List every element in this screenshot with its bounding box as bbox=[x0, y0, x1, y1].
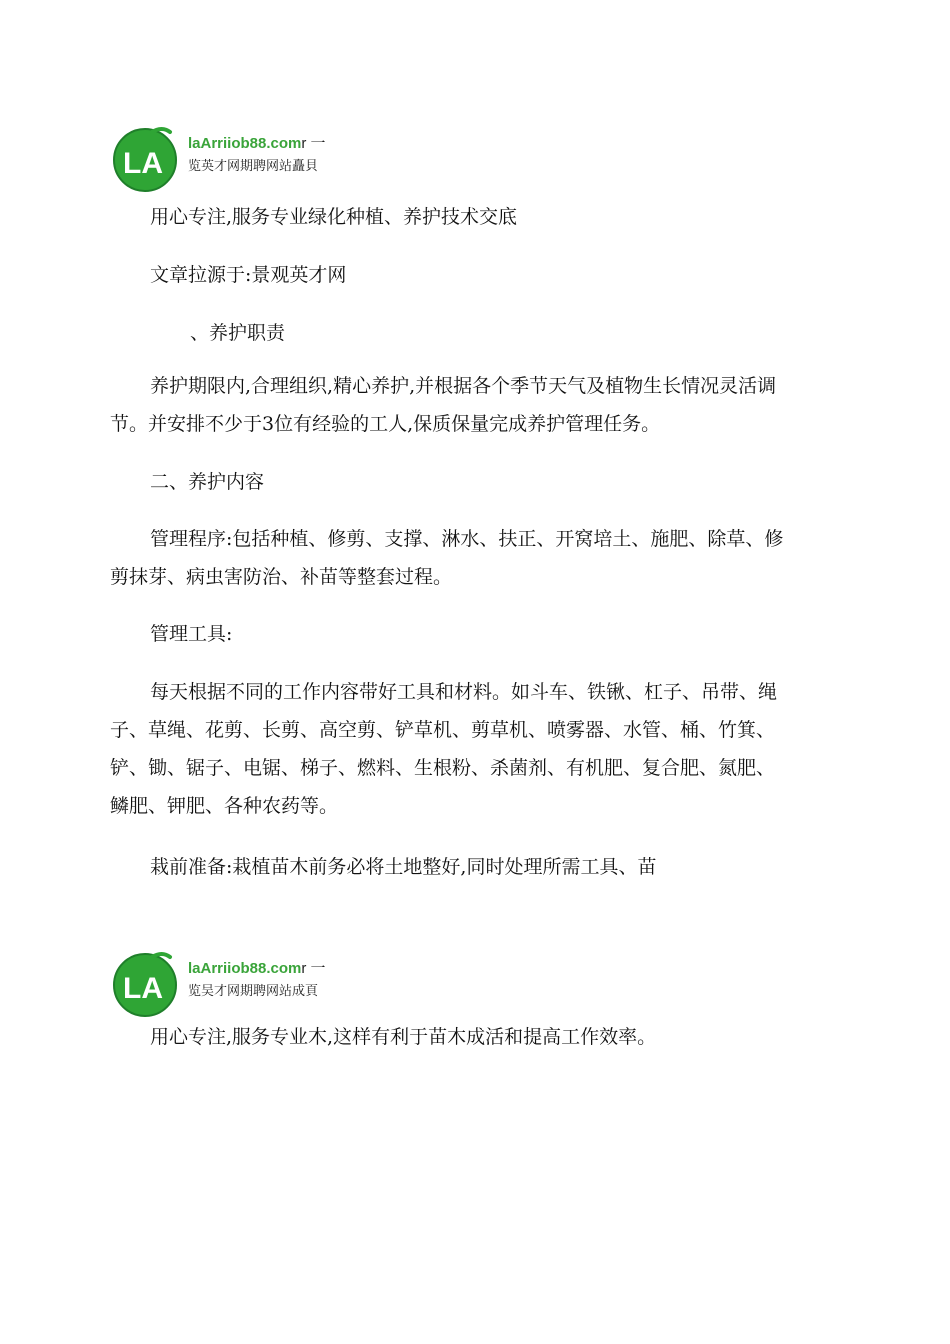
paragraph-title: 用心专注,服务专业绿化种植、养护技术交底 bbox=[150, 206, 518, 228]
site-url[interactable]: laArriiob88.comr 一 bbox=[188, 960, 326, 977]
paragraph-tools-heading: 管理工具: bbox=[150, 623, 233, 645]
site-url[interactable]: laArriiob88.comr 一 bbox=[188, 135, 326, 152]
section-heading-duties: 、养护职责 bbox=[190, 322, 286, 344]
svg-text:LA: LA bbox=[123, 972, 163, 1005]
la-logo-icon bbox=[112, 126, 178, 192]
paragraph-tools: 每天根据不同的工作内容带好工具和材料。如斗车、铁锹、杠子、吊带、绳 子、草绳、花剪、长剪、高空剪、铲草机、剪草机、喷雾器、水管、桶、竹箕、 铲、锄、锯子、电锯、梯子、燃料、生根粉、杀菌剂、有机肥、复合肥、氮肥、 鳞肥、钾肥、各种农药等。 bbox=[110, 681, 778, 817]
site-name: 览吴才网期聘网站成頁 bbox=[188, 984, 319, 999]
site-name: 览英才网期聘网站矗貝 bbox=[188, 159, 319, 174]
site-header bbox=[112, 126, 452, 196]
paragraph-procedure: 管理程序:包括种植、修剪、支撑、淋水、扶正、开窝培土、施肥、除草、修 剪抹芽、病虫害防治、补苗等整套过程。 bbox=[110, 528, 784, 588]
section-heading-content: 二、养护内容 bbox=[150, 471, 265, 493]
paragraph-preparation: 栽前准备:栽植苗木前务必将土地整好,同时处理所需工具、苗 bbox=[150, 856, 657, 878]
la-logo-icon bbox=[112, 951, 178, 1017]
paragraph-continuation: 用心专注,服务专业木,这样有利于苗木成活和提高工作效率。 bbox=[150, 1026, 657, 1048]
svg-text:LA: LA bbox=[123, 147, 163, 180]
paragraph-source: 文章拉源于:景观英才网 bbox=[150, 264, 347, 286]
paragraph-duties: 养护期限内,合理组织,精心养护,并根据各个季节天气及植物生长情况灵活调 节。并安排不少于3位有经验的工人,保质保量完成养护管理任务。 bbox=[110, 375, 777, 435]
site-header bbox=[112, 951, 452, 1021]
